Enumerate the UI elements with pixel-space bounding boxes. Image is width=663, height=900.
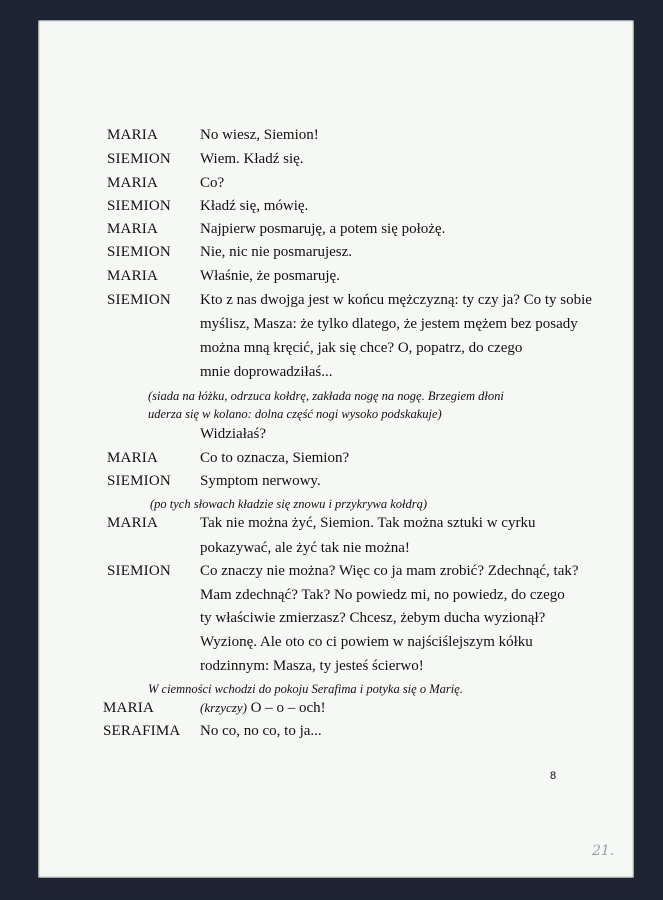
- line-13a: Tak nie można żyć, Siemion. Tak można sztuki w cyrku: [200, 515, 536, 531]
- page-number: 8: [550, 770, 557, 782]
- stage-direction-1a: (siada na łóżku, odrzuca kołdrę, zakłada nogę na nogę. Brzegiem dłoni: [148, 389, 504, 403]
- line-1: No wiesz, Siemion!: [200, 127, 319, 143]
- inline-stage-direction: (krzyczy): [200, 700, 247, 715]
- speaker-maria-4: MARIA: [107, 268, 159, 284]
- speaker-siemion-2: SIEMION: [107, 198, 171, 214]
- line-continuation: Widziałaś?: [200, 426, 267, 442]
- line-17: No co, no co, to ja...: [200, 723, 322, 739]
- line-14b: Mam zdechnąć? Tak? No powiedz mi, no powiedz, do czego: [200, 587, 565, 603]
- line-14c: ty właściwie zmierzasz? Chcesz, żebym ducha wyzionął?: [200, 610, 546, 626]
- speaker-siemion-5: SIEMION: [107, 473, 171, 489]
- line-14a: Co znaczy nie można? Więc co ja mam zrobić? Zdechnąć, tak?: [200, 563, 579, 579]
- speaker-siemion-6: SIEMION: [107, 563, 171, 579]
- line-8b: myślisz, Masza: że tylko dlatego, że jestem mężem bez posady: [200, 316, 578, 332]
- speaker-serafima: SERAFIMA: [103, 723, 181, 739]
- speaker-maria-1: MARIA: [107, 127, 159, 143]
- speaker-siemion-1: SIEMION: [107, 151, 171, 167]
- line-8a: Kto z nas dwojga jest w końcu mężczyzną: ty czy ja? Co ty sobie: [200, 292, 592, 308]
- speaker-maria-7: MARIA: [103, 700, 155, 716]
- speaker-siemion-4: SIEMION: [107, 292, 171, 308]
- speaker-siemion-3: SIEMION: [107, 244, 171, 260]
- stage-direction-3: W ciemności wchodzi do pokoju Serafima i potyka się o Marię.: [148, 682, 463, 696]
- page-sheet: [38, 20, 634, 878]
- line-8d: mnie doprowadziłaś...: [200, 364, 333, 380]
- stage-direction-1b: uderza się w kolano: dolna część nogi wysoko podskakuje): [148, 407, 442, 421]
- line-5: Najpierw posmaruję, a potem się położę.: [200, 221, 446, 237]
- line-16: [200, 700, 326, 717]
- line-11: Symptom nerwowy.: [200, 473, 321, 489]
- speaker-maria-6: MARIA: [107, 515, 159, 531]
- speaker-maria-5: MARIA: [107, 450, 159, 466]
- line-16-text: O – o – och!: [250, 700, 326, 716]
- line-13b: pokazywać, ale żyć tak nie można!: [200, 540, 410, 556]
- line-8c: można mną kręcić, jak się chce? O, popatrz, do czego: [200, 340, 523, 356]
- line-6: Nie, nic nie posmarujesz.: [200, 244, 353, 260]
- line-14e: rodzinnym: Masza, ty jesteś ścierwo!: [200, 658, 424, 674]
- line-7: Właśnie, że posmaruję.: [200, 268, 340, 284]
- line-3: Co?: [200, 175, 225, 191]
- speaker-maria-3: MARIA: [107, 221, 159, 237]
- pencil-folio-mark: 21.: [592, 843, 615, 859]
- line-14d: Wyzionę. Ale oto co ci powiem w najściślejszym kółku: [200, 634, 533, 650]
- stage-direction-2: (po tych słowach kładzie się znowu i przykrywa kołdrą): [150, 497, 428, 511]
- line-4: Kładź się, mówię.: [200, 198, 309, 214]
- line-2: Wiem. Kładź się.: [200, 151, 304, 167]
- speaker-maria-2: MARIA: [107, 175, 159, 191]
- line-10: Co to oznacza, Siemion?: [200, 450, 350, 466]
